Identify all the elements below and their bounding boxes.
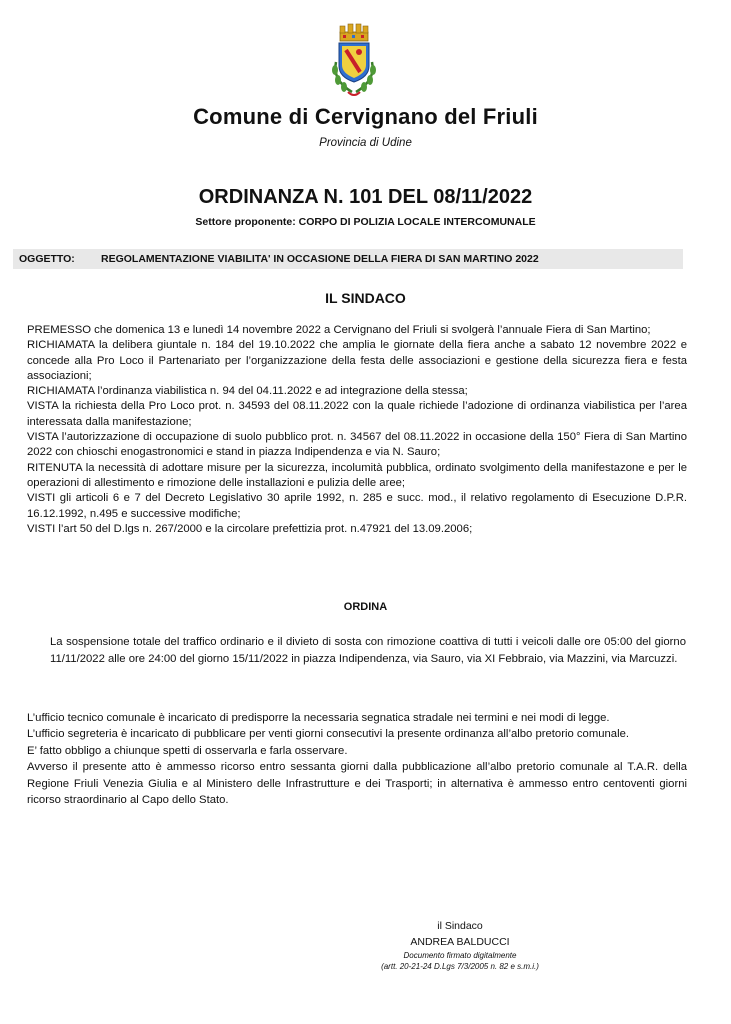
premise-paragraph: RICHIAMATA la delibera giuntale n. 184 del 19.10.2022 che amplia le giornate della fiera anche a sabato 12 novembre 2022 e concede alla Pro Loco il Partenariato per l’organizzazione della festa delle associazioni e gestione della sicurezza fiera e festa associazioni;	[27, 339, 687, 382]
mayor-heading: IL SINDACO	[325, 290, 406, 306]
signature-block	[340, 918, 580, 972]
subject-label: OGGETTO:	[19, 253, 75, 265]
order-heading: ORDINA	[343, 601, 388, 613]
premise-paragraph: PREMESSO che domenica 13 e lunedì 14 novembre 2022 a Cervignano del Friuli si svolgerà l’annuale Fiera di San Martino;	[27, 324, 651, 336]
subject-band	[13, 249, 683, 269]
province-name: Provincia di Udine	[319, 137, 412, 149]
premise-paragraph: VISTI l’art 50 del D.lgs n. 267/2000 e la circolare prefettizia prot. n.47921 del 13.09.2006;	[27, 522, 473, 535]
proposing-sector: Settore proponente: CORPO DI POLIZIA LOCALE INTERCOMUNALE	[195, 216, 536, 228]
premise-paragraph: RICHIAMATA l’ordinanza viabilistica n. 94 del 04.11.2022 e ad integrazione della stessa;	[27, 385, 468, 398]
digital-signature-note: Documento firmato digitalmente	[403, 951, 517, 960]
order-text: La sospensione totale del traffico ordinario e il divieto di sosta con rimozione coattiva di tutti i veicoli dalle ore 05:00 del giorno 11/11/2022 alle ore 24:00 del giorno 15/11/2022 in piazza Indipendenza, via Sauro, via XI Febbraio, via Mazzini, via Marcuzzi.	[50, 636, 686, 665]
premise-paragraph: VISTI gli articoli 6 e 7 del Decreto Legislativo 30 aprile 1992, n. 285 e succ. mod., il relativo regolamento di Esecuzione D.P.R. 16.12.1992, n.495 e successive modifiche;	[27, 492, 687, 520]
closing-paragraph: L’ufficio tecnico comunale è incaricato di predisporre la necessaria segnatica stradale nei termini e nei modi di legge.	[27, 712, 610, 724]
closing-paragraph: E’ fatto obbligo a chiunque spetti di osservarla e farla osservare.	[27, 744, 348, 757]
subject-text: REGOLAMENTAZIONE VIABILITA' IN OCCASIONE DELLA FIERA DI SAN MARTINO 2022	[101, 253, 539, 265]
closing-section	[27, 710, 687, 808]
legal-reference: (artt. 20-21-24 D.Lgs 7/3/2005 n. 82 e s.m.i.)	[381, 962, 539, 971]
closing-paragraph: L’ufficio segreteria è incaricato di pubblicare per venti giorni consecutivi la presente ordinanza all’albo pretorio comunale.	[27, 728, 630, 741]
premises-section	[27, 323, 687, 537]
signer-name: ANDREA BALDUCCI	[410, 936, 510, 948]
ordinance-title: ORDINANZA N. 101 DEL 08/11/2022	[198, 186, 533, 208]
premise-paragraph: VISTA la richiesta della Pro Loco prot. n. 34593 del 08.11.2022 con la quale richiede l’adozione di ordinanza viabilistica per l’area interessata dalla manifestazione;	[27, 400, 687, 428]
coat-of-arms-icon	[322, 22, 386, 100]
premise-paragraph: RITENUTA la necessità di adottare misure per la sicurezza, incolumità pubblica, ordinato svolgimento della manifestazone e per le operazioni di allestimento e rimozione delle installazioni e pulizia delle aree;	[27, 461, 687, 489]
closing-paragraph: Avverso il presente atto è ammesso ricorso entro sessanta giorni dalla pubblicazione all’albo pretorio comunale al T.A.R. della Regione Friuli Venezia Giulia e al Ministero delle Infrastrutture e dei Trasporti; in alternativa è ammesso entro centoventi giorni ricorso straordinario al Capo dello Stato.	[27, 761, 687, 807]
premise-paragraph: VISTA l’autorizzazione di occupazione di suolo pubblico prot. n. 34567 del 08.11.2022 in occasione della 150° Fiera di San Martino 2022 con chioschi enogastronomici e stand in piazza Indipendenza e via N. Sauro;	[27, 431, 687, 459]
municipality-name: Comune di Cervignano del Friuli	[193, 104, 538, 129]
signer-role: il Sindaco	[437, 920, 483, 932]
